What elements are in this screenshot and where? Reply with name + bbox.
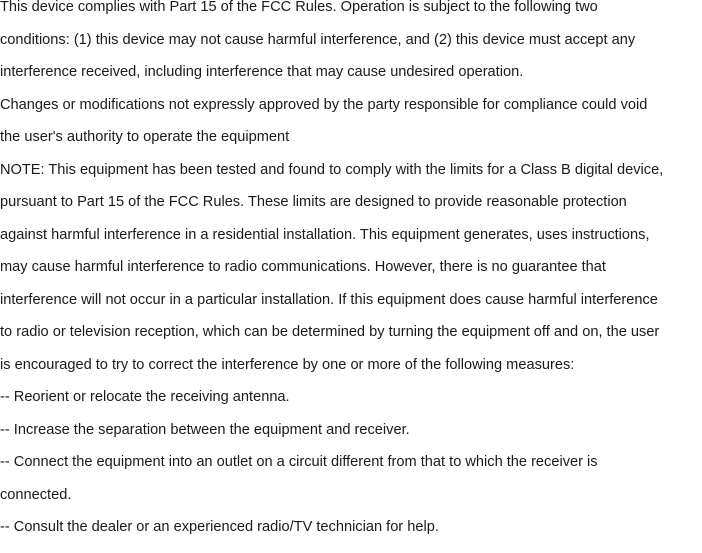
text-line	[0, 0, 702, 33]
text-line-content: connected.	[0, 486, 72, 503]
text-line	[0, 65, 702, 98]
text-line	[0, 163, 702, 196]
text-line	[0, 358, 702, 391]
text-line-content: NOTE: This equipment has been tested and found to comply with the limits for a Class B digital device,	[0, 161, 664, 178]
text-line	[0, 325, 702, 358]
text-line-content: pursuant to Part 15 of the FCC Rules. These limits are designed to provide reasonable protection	[0, 194, 627, 210]
text-line	[0, 228, 702, 261]
text-line-content: -- Reorient or relocate the receiving antenna.	[0, 389, 290, 405]
text-line	[0, 260, 702, 293]
text-line-content: interference received, including interference that may cause undesired operation.	[0, 64, 524, 80]
text-line	[0, 520, 702, 553]
text-line-content: interference will not occur in a particular installation. If this equipment does cause harmful interference	[0, 291, 658, 308]
text-line-content: the user's authority to operate the equipment	[0, 129, 290, 145]
text-line	[0, 293, 702, 326]
text-line	[0, 455, 702, 488]
text-line-content: -- Connect the equipment into an outlet on a circuit different from that to which the receiver is	[0, 454, 598, 470]
text-line	[0, 130, 702, 163]
text-line	[0, 195, 702, 228]
text-line-content: against harmful interference in a residential installation. This equipment generates, uses instructions,	[0, 226, 650, 243]
text-line-content: conditions: (1) this device may not cause harmful interference, and (2) this device must accept any	[0, 31, 636, 48]
text-line-content: to radio or television reception, which can be determined by turning the equipment off and on, the user	[0, 324, 660, 340]
text-line	[0, 98, 702, 131]
text-line-content: is encouraged to try to correct the interference by one or more of the following measures:	[0, 356, 575, 373]
text-line	[0, 423, 702, 456]
text-line-content: -- Consult the dealer or an experienced radio/TV technician for help.	[0, 519, 439, 535]
text-line-content: -- Increase the separation between the equipment and receiver.	[0, 421, 410, 438]
text-line-content: Changes or modifications not expressly approved by the party responsible for compliance could void	[0, 96, 648, 113]
text-line-content: may cause harmful interference to radio communications. However, there is no guarantee that	[0, 259, 606, 275]
text-line	[0, 390, 702, 423]
text-line-content: This device complies with Part 15 of the FCC Rules. Operation is subject to the following two	[0, 0, 598, 15]
text-line	[0, 488, 702, 521]
text-line	[0, 33, 702, 66]
